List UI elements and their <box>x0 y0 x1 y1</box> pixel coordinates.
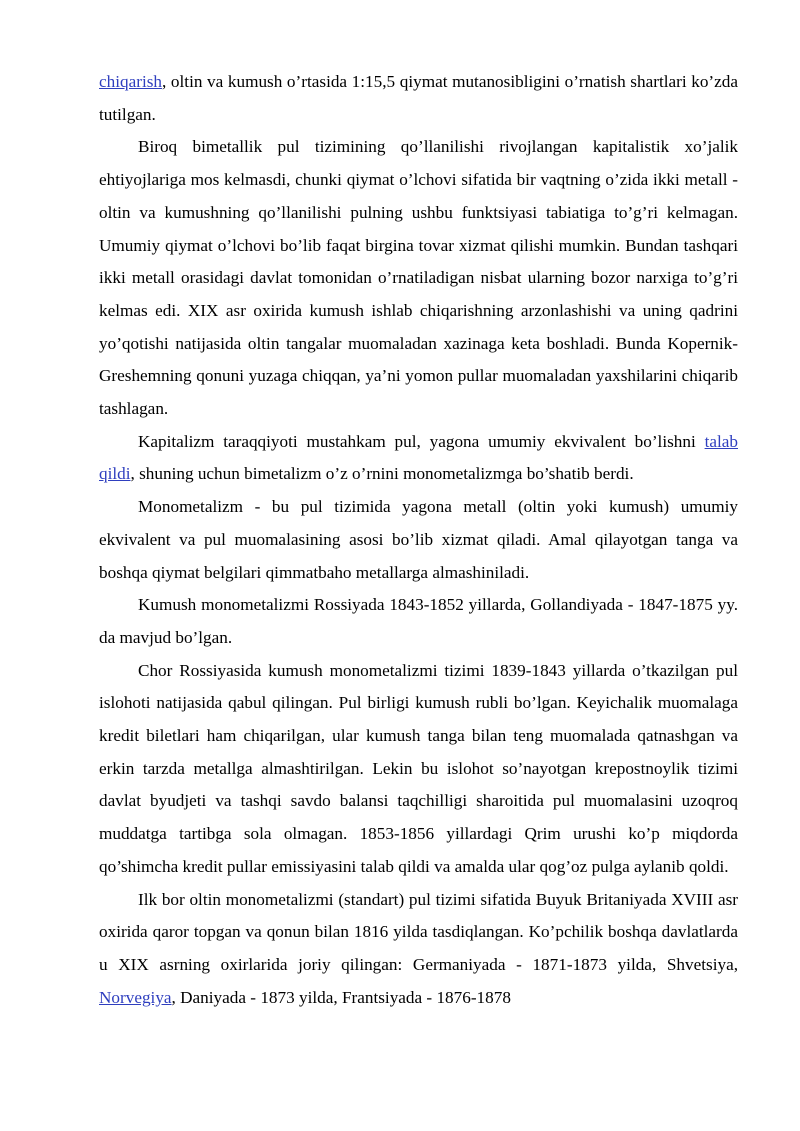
paragraph-7-text-after: , Daniyada - 1873 yilda, Frantsiyada - 1876-1878 <box>171 987 511 1007</box>
paragraph-2: Biroq bimetallik pul tizimining qo’llanilishi rivojlangan kapitalistik xo’jalik ehtiyojlariga mos kelmasdi, chunki qiymat o’lchovi sifatida bir vaqtning o’zida ikki metall - oltin va kumushning qo’llanilishi pulning ushbu funktsiyasi tabiatiga to’g’ri kelmagan. Umumiy qiymat o’lchovi bo’lib faqat birgina tovar xizmat qilishi mumkin. Bundan tashqari ikki metall orasidagi davlat tomonidan o’rnatiladigan nisbat ularning bozor narxiga to’g’ri kelmas edi. XIX asr oxirida kumush ishlab chiqarishning arzonlashishi va uning qadrini yo’qotishi natijasida oltin tangalar muomaladan xazinaga keta boshladi. Bunda Kopernik-Greshemning qonuni yuzaga chiqqan, ya’ni yomon pullar muomaladan yaxshilarini chiqarib tashlagan. <box>99 137 738 419</box>
paragraph-1 <box>99 66 738 131</box>
paragraph-7-text-before: Ilk bor oltin monometalizmi (standart) pul tizimi sifatida Buyuk Britaniyada XVIII asr oxirida qaror topgan va qonun bilan 1816 yilda tasdiqlangan. Ko’pchilik boshqa davlatlarda u XIX asrning oxirlarida joriy qilingan: Germaniyada - 1871-1873 yilda, Shvetsiya, <box>99 889 738 974</box>
link-talab-qildi[interactable]: talab qildi <box>99 431 738 484</box>
paragraph-4: Monometalizm - bu pul tizimida yagona metall (oltin yoki kumush) umumiy ekvivalent va pul muomalasining asosi bo’lib xizmat qiladi. Amal qilayotgan tanga va boshqa qiymat belgilari qimmatbaho metallarga almashiniladi. <box>99 497 738 582</box>
paragraph-3-text-after: , shuning uchun bimetalizm o’z o’rnini monometalizmga bo’shatib berdi. <box>130 464 634 484</box>
paragraph-3 <box>99 426 738 491</box>
paragraph-3-text-before: Kapitalizm taraqqiyoti mustahkam pul, yagona umumiy ekvivalent bo’lishni <box>138 431 705 451</box>
link-norvegiya[interactable]: Norvegiya <box>99 987 172 1007</box>
paragraph-7 <box>99 884 738 1015</box>
paragraph-5: Kumush monometalizmi Rossiyada 1843-1852 yillarda, Gollandiyada - 1847-1875 yy. da mavjud bo’lgan. <box>99 595 738 647</box>
paragraph-1-text: , oltin va kumush o’rtasida 1:15,5 qiymat mutanosibligini o’rnatish shartlari ko’zda tutilgan. <box>99 72 738 124</box>
link-chiqarish[interactable]: chiqarish <box>99 72 163 91</box>
paragraph-6: Chor Rossiyasida kumush monometalizmi tizimi 1839-1843 yillarda o’tkazilgan pul islohoti natijasida qabul qilingan. Pul birligi kumush rubli bo’lgan. Keyichalik muomalaga kredit biletlari ham chiqarilgan, ular kumush tanga bilan teng muomalada qatnashgan va erkin tarzda metallga almashtirilgan. Lekin bu islohot so’nayotgan krepostnoylik tizimi davlat byudjeti va tashqi savdo balansi taqchilligi sharoitida pul muomalasini uzoqroq muddatga tartibga sola olmagan. 1853-1856 yillardagi Qrim urushi ko’p miqdorda qo’shimcha kredit pullar emissiyasini talab qildi va amalda ular qog’oz pulga aylanib qoldi. <box>99 660 738 876</box>
